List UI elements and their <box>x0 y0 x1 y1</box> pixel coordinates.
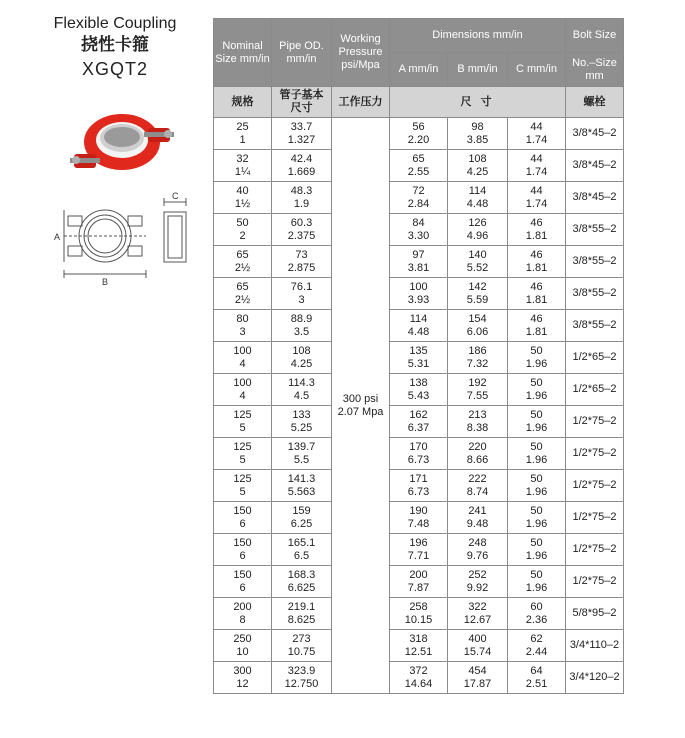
cell-dim-c: 50 1.96 <box>508 406 566 438</box>
cell-nominal-size: 100 4 <box>214 342 272 374</box>
cell-dim-c: 46 1.81 <box>508 310 566 342</box>
cell-dim-b: 252 9.92 <box>448 566 508 598</box>
cell-bolt-size: 1/2*75–2 <box>566 470 624 502</box>
cell-pipe-od: 219.1 8.625 <box>272 598 332 630</box>
table-row <box>214 214 624 246</box>
header-nominal-size: Nominal Size mm/in <box>214 19 272 87</box>
drawing-label-a: A <box>54 232 61 242</box>
cell-dim-b: 108 4.25 <box>448 150 508 182</box>
cell-bolt-size: 1/2*75–2 <box>566 502 624 534</box>
table-row <box>214 534 624 566</box>
cell-nominal-size: 100 4 <box>214 374 272 406</box>
dimension-drawing <box>50 190 200 290</box>
cell-dim-c: 60 2.36 <box>508 598 566 630</box>
cell-dim-a: 56 2.20 <box>390 118 448 150</box>
cell-nominal-size: 125 5 <box>214 470 272 502</box>
table-row <box>214 566 624 598</box>
header-a: A mm/in <box>390 53 448 87</box>
cell-nominal-size: 50 2 <box>214 214 272 246</box>
cell-bolt-size: 1/2*65–2 <box>566 374 624 406</box>
cell-pipe-od: 88.9 3.5 <box>272 310 332 342</box>
cell-dim-c: 46 1.81 <box>508 246 566 278</box>
cell-pipe-od: 273 10.75 <box>272 630 332 662</box>
cell-nominal-size: 40 1½ <box>214 182 272 214</box>
product-title-cn: 挠性卡箍 <box>81 35 149 54</box>
table-row <box>214 438 624 470</box>
table-row <box>214 246 624 278</box>
cell-dim-b: 154 6.06 <box>448 310 508 342</box>
drawing-label-b: B <box>102 277 109 287</box>
cell-dim-c: 50 1.96 <box>508 342 566 374</box>
cell-nominal-size: 25 1 <box>214 118 272 150</box>
table-row <box>214 118 624 150</box>
cell-dim-a: 100 3.93 <box>390 278 448 310</box>
cell-bolt-size: 3/8*55–2 <box>566 246 624 278</box>
cell-dim-b: 322 12.67 <box>448 598 508 630</box>
header-b: B mm/in <box>448 53 508 87</box>
header-bolt-size: Bolt Size <box>566 19 624 53</box>
cell-pipe-od: 159 6.25 <box>272 502 332 534</box>
cell-dim-b: 248 9.76 <box>448 534 508 566</box>
cell-bolt-size: 1/2*65–2 <box>566 342 624 374</box>
table-row <box>214 630 624 662</box>
cell-nominal-size: 32 1¼ <box>214 150 272 182</box>
header-pipe-od: Pipe OD. mm/in <box>272 19 332 87</box>
cell-dim-c: 62 2.44 <box>508 630 566 662</box>
table-row <box>214 662 624 694</box>
product-model: XGQT2 <box>81 59 148 79</box>
cell-nominal-size: 125 5 <box>214 406 272 438</box>
cell-nominal-size: 150 6 <box>214 566 272 598</box>
cell-dim-c: 50 1.96 <box>508 470 566 502</box>
cell-dim-a: 114 4.48 <box>390 310 448 342</box>
cell-pipe-od: 323.9 12.750 <box>272 662 332 694</box>
cell-pipe-od: 48.3 1.9 <box>272 182 332 214</box>
cell-dim-b: 186 7.32 <box>448 342 508 374</box>
table-row <box>214 598 624 630</box>
cn-header-pipe-od: 管子基本 尺寸 <box>272 87 332 118</box>
cell-dim-b: 98 3.85 <box>448 118 508 150</box>
cell-nominal-size: 65 2½ <box>214 246 272 278</box>
cell-bolt-size: 3/8*55–2 <box>566 310 624 342</box>
cell-dim-a: 196 7.71 <box>390 534 448 566</box>
cell-dim-a: 84 3.30 <box>390 214 448 246</box>
cell-dim-c: 46 1.81 <box>508 278 566 310</box>
cell-pipe-od: 141.3 5.563 <box>272 470 332 502</box>
table-row <box>214 150 624 182</box>
cell-bolt-size: 1/2*75–2 <box>566 566 624 598</box>
cell-dim-b: 400 15.74 <box>448 630 508 662</box>
cn-header-pressure: 工作压力 <box>332 87 390 118</box>
cell-dim-b: 114 4.48 <box>448 182 508 214</box>
cell-dim-b: 192 7.55 <box>448 374 508 406</box>
cell-dim-b: 126 4.96 <box>448 214 508 246</box>
cell-dim-a: 372 14.64 <box>390 662 448 694</box>
cell-dim-a: 318 12.51 <box>390 630 448 662</box>
cell-bolt-size: 3/4*120–2 <box>566 662 624 694</box>
cell-bolt-size: 1/2*75–2 <box>566 534 624 566</box>
cn-header-nominal: 规格 <box>214 87 272 118</box>
cell-nominal-size: 65 2½ <box>214 278 272 310</box>
cell-dim-a: 171 6.73 <box>390 470 448 502</box>
header-dimensions: Dimensions mm/in <box>390 19 566 53</box>
cell-dim-b: 241 9.48 <box>448 502 508 534</box>
cell-dim-c: 50 1.96 <box>508 566 566 598</box>
cell-pipe-od: 76.1 3 <box>272 278 332 310</box>
drawing-label-c: C <box>172 191 179 201</box>
cell-dim-a: 162 6.37 <box>390 406 448 438</box>
cell-dim-a: 138 5.43 <box>390 374 448 406</box>
cell-dim-c: 50 1.96 <box>508 502 566 534</box>
cell-nominal-size: 300 12 <box>214 662 272 694</box>
cell-dim-c: 44 1.74 <box>508 118 566 150</box>
cell-pipe-od: 60.3 2.375 <box>272 214 332 246</box>
cell-dim-b: 142 5.59 <box>448 278 508 310</box>
cell-dim-b: 222 8.74 <box>448 470 508 502</box>
cn-header-dimensions: 尺 寸 <box>390 87 566 118</box>
cell-dim-a: 97 3.81 <box>390 246 448 278</box>
cell-pipe-od: 165.1 6.5 <box>272 534 332 566</box>
spec-table <box>213 18 624 694</box>
cell-pipe-od: 42.4 1.669 <box>272 150 332 182</box>
cell-dim-c: 44 1.74 <box>508 182 566 214</box>
cell-pipe-od: 133 5.25 <box>272 406 332 438</box>
cell-nominal-size: 150 6 <box>214 502 272 534</box>
cell-bolt-size: 3/8*45–2 <box>566 150 624 182</box>
table-row <box>214 406 624 438</box>
header-bolt-sub: No.–Size mm <box>566 53 624 87</box>
cell-dim-a: 200 7.87 <box>390 566 448 598</box>
cell-dim-c: 50 1.96 <box>508 534 566 566</box>
cell-bolt-size: 3/4*110–2 <box>566 630 624 662</box>
cell-bolt-size: 5/8*95–2 <box>566 598 624 630</box>
cell-dim-c: 50 1.96 <box>508 438 566 470</box>
table-row <box>214 182 624 214</box>
cell-pipe-od: 168.3 6.625 <box>272 566 332 598</box>
header-c: C mm/in <box>508 53 566 87</box>
table-row <box>214 342 624 374</box>
table-row <box>214 374 624 406</box>
cell-pipe-od: 139.7 5.5 <box>272 438 332 470</box>
cell-pipe-od: 33.7 1.327 <box>272 118 332 150</box>
cell-dim-c: 46 1.81 <box>508 214 566 246</box>
cell-bolt-size: 3/8*45–2 <box>566 182 624 214</box>
cell-bolt-size: 3/8*45–2 <box>566 118 624 150</box>
cell-dim-b: 213 8.38 <box>448 406 508 438</box>
cell-dim-a: 72 2.84 <box>390 182 448 214</box>
cell-dim-c: 64 2.51 <box>508 662 566 694</box>
cell-dim-b: 220 8.66 <box>448 438 508 470</box>
cell-nominal-size: 80 3 <box>214 310 272 342</box>
coupling-photo <box>66 100 178 180</box>
header-working-pressure: Working Pressure psi/Mpa <box>332 19 390 87</box>
cell-pipe-od: 73 2.875 <box>272 246 332 278</box>
cell-dim-a: 258 10.15 <box>390 598 448 630</box>
cell-dim-c: 50 1.96 <box>508 374 566 406</box>
cell-dim-b: 140 5.52 <box>448 246 508 278</box>
product-title-en: Flexible Coupling <box>53 15 177 32</box>
cell-dim-b: 454 17.87 <box>448 662 508 694</box>
cell-dim-a: 190 7.48 <box>390 502 448 534</box>
cell-pipe-od: 114.3 4.5 <box>272 374 332 406</box>
cell-bolt-size: 3/8*55–2 <box>566 278 624 310</box>
cell-nominal-size: 200 8 <box>214 598 272 630</box>
table-row <box>214 278 624 310</box>
cell-pipe-od: 108 4.25 <box>272 342 332 374</box>
cell-dim-a: 135 5.31 <box>390 342 448 374</box>
cell-nominal-size: 125 5 <box>214 438 272 470</box>
cell-working-pressure: 300 psi 2.07 Mpa <box>332 118 390 694</box>
cell-dim-a: 170 6.73 <box>390 438 448 470</box>
table-row <box>214 470 624 502</box>
cell-nominal-size: 150 6 <box>214 534 272 566</box>
cell-dim-c: 44 1.74 <box>508 150 566 182</box>
cn-header-bolt: 螺栓 <box>566 87 624 118</box>
cell-bolt-size: 3/8*55–2 <box>566 214 624 246</box>
table-row <box>214 310 624 342</box>
cell-bolt-size: 1/2*75–2 <box>566 406 624 438</box>
product-title-block <box>40 14 190 82</box>
cell-nominal-size: 250 10 <box>214 630 272 662</box>
table-row <box>214 502 624 534</box>
cell-bolt-size: 1/2*75–2 <box>566 438 624 470</box>
cell-dim-a: 65 2.55 <box>390 150 448 182</box>
